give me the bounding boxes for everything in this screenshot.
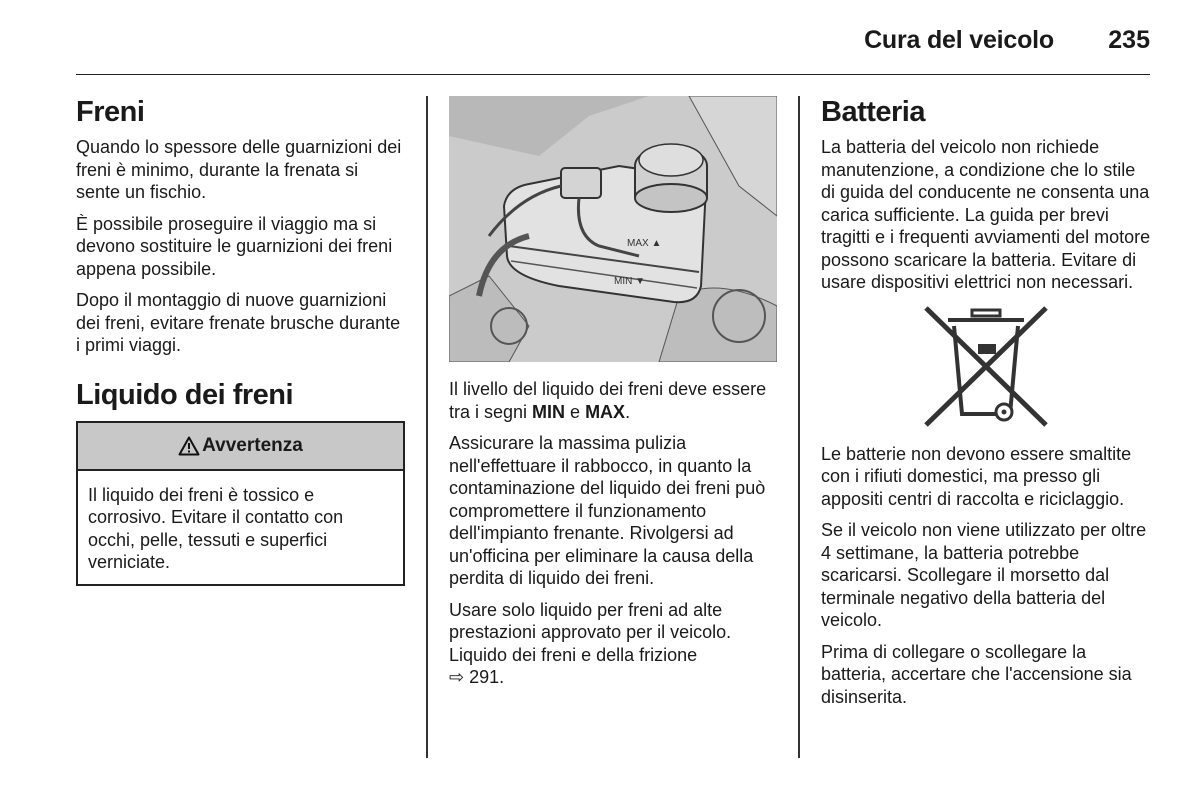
page-number: 235 [1108,26,1150,54]
section-title: Cura del veicolo [864,26,1054,54]
disposal-paragraph: Le batterie non devono essere smaltite con i rifiuti domestici, ma presso gli appositi centri di raccolta e riciclaggio. [821,443,1132,509]
brake-fluid-heading: Liquido dei freni [76,378,294,411]
ignition-paragraph: Prima di collegare o scollegare la batteria, accertare che l'accensione sia disinserita. [821,641,1132,707]
warning-header [78,423,403,471]
warning-box [76,421,405,586]
approved-fluid-paragraph: Usare solo liquido per freni ad alte prestazioni approvato per il veicolo. Liquido dei freni e della frizione ⇨ 291. [449,599,732,687]
cross-reference-arrow-icon: ⇨ [449,667,465,687]
battery-heading: Batteria [821,96,925,128]
column-divider [798,96,800,758]
cleanliness-paragraph: Assicurare la massima pulizia nell'effettuare il rabbocco, in quanto la contaminazione del liquido dei freni può compromettere il funzionamento dell'impianto frenante. Rivolgersi ad un'officina per eliminare la causa della perdita di liquido dei freni. [449,433,766,588]
brakes-paragraph: È possibile proseguire il viaggio ma si devono sostituire le guarnizioni dei freni appena possibile. [76,213,393,279]
min-mark-label: MIN ▼ [614,276,646,287]
crossed-out-bin-icon [916,304,1056,429]
brake-fluid-reservoir-image [449,96,777,362]
brakes-paragraph: Dopo il montaggio di nuove guarnizioni dei freni, evitare frenate brusche durante i primi viaggi. [76,290,401,355]
column-middle [449,96,779,698]
storage-paragraph: Se il veicolo non viene utilizzato per oltre 4 settimane, la batteria potrebbe scaricarsi. Scollegare il morsetto dal terminale negativo della batteria del veicolo. [821,520,1147,630]
warning-text: Il liquido dei freni è tossico e corrosivo. Evitare il contatto con occhi, pelle, tessuti e superfici verniciate. [88,484,344,572]
battery-paragraph: La batteria del veicolo non richiede manutenzione, a condizione che lo stile di guida del conducente ne consenta una carica sufficiente. La guida per brevi tragitti e i frequenti avviamenti del motore possono scaricare la batteria. Evitare di usare dispositivi elettrici non necessari. [821,137,1151,292]
column-divider [426,96,428,758]
warning-triangle-icon [178,436,200,456]
brakes-paragraph: Quando lo spessore delle guarnizioni dei freni è minimo, durante la frenata si sente un fischio. [76,137,402,202]
warning-title: Avvertenza [202,434,303,456]
fluid-level-paragraph: Il livello del liquido dei freni deve essere tra i segni MIN e MAX. [449,379,767,422]
column-left [76,96,406,586]
cross-reference-page[interactable]: 291. [464,667,505,687]
column-right [821,96,1151,717]
brakes-heading: Freni [76,96,145,128]
max-mark-text: MAX [585,401,626,422]
min-mark-text: MIN [532,401,566,422]
page-header [76,22,1150,75]
max-mark-label: MAX ▲ [627,238,662,249]
